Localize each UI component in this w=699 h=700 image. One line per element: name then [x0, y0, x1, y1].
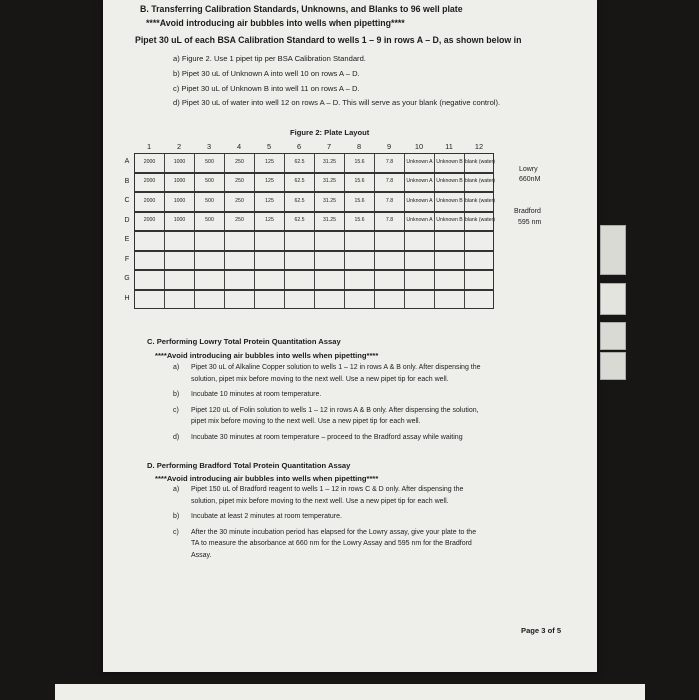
well-D1: 2000 — [135, 213, 165, 231]
page-thumbnail-2[interactable] — [600, 283, 626, 315]
section-d-step-1-marker: b) — [173, 513, 180, 520]
well-F5 — [255, 252, 285, 270]
column-label-6: 6 — [296, 142, 302, 151]
well-E7 — [315, 232, 345, 250]
plate-row-D — [134, 212, 494, 232]
row-label-H: H — [124, 294, 130, 302]
well-B5: 125 — [255, 174, 285, 192]
well-E10 — [405, 232, 435, 250]
lowry-wavelength: 660nM — [519, 176, 541, 183]
well-B8: 15.6 — [345, 174, 375, 192]
page-thumbnail-4[interactable] — [600, 352, 626, 380]
page-thumbnail-1[interactable] — [600, 225, 626, 275]
well-C9: 7.8 — [375, 193, 405, 211]
row-label-B: B — [124, 177, 130, 185]
well-B6: 62.5 — [285, 174, 315, 192]
plate-row-A — [134, 153, 494, 173]
well-E11 — [435, 232, 465, 250]
well-H12 — [465, 291, 495, 309]
well-G12 — [465, 271, 495, 289]
page-thumbnail-3[interactable] — [600, 322, 626, 350]
section-c-step-1-marker: b) — [173, 391, 180, 398]
well-H11 — [435, 291, 465, 309]
well-G11 — [435, 271, 465, 289]
well-G6 — [285, 271, 315, 289]
well-B10: Unknown A — [405, 174, 435, 192]
well-F2 — [165, 252, 195, 270]
well-E3 — [195, 232, 225, 250]
well-D4: 250 — [225, 213, 255, 231]
well-E9 — [375, 232, 405, 250]
well-H4 — [225, 291, 255, 309]
well-A10: Unknown A — [405, 154, 435, 172]
well-G7 — [315, 271, 345, 289]
well-E2 — [165, 232, 195, 250]
section-c-step-3-line-1: Incubate 30 minutes at room temperature – proceed to the Bradford assay while waiting — [191, 433, 463, 441]
column-label-11: 11 — [445, 142, 453, 151]
well-D9: 7.8 — [375, 213, 405, 231]
well-H9 — [375, 291, 405, 309]
section-c-step-2-marker: c) — [173, 406, 179, 414]
plate-row-B — [134, 173, 494, 193]
plate-row-G — [134, 270, 494, 290]
figure-title: Figure 2: Plate Layout — [290, 128, 370, 137]
well-D7: 31.25 — [315, 213, 345, 231]
well-H5 — [255, 291, 285, 309]
well-C6: 62.5 — [285, 193, 315, 211]
well-G5 — [255, 271, 285, 289]
well-E1 — [135, 232, 165, 250]
well-E12 — [465, 232, 495, 250]
section-b-step-d: d) Pipet 30 uL of water into well 12 on rows A – D. This will serve as your blank (negative control). — [173, 98, 501, 107]
column-label-1: 1 — [146, 142, 152, 151]
well-G10 — [405, 271, 435, 289]
plate-row-H — [134, 290, 494, 310]
section-c-step-0-line-2: solution, pipet mix before moving to the next well. Use a new pipet tip for each well. — [191, 375, 449, 383]
well-C2: 1000 — [165, 193, 195, 211]
section-b-step-a: a) Figure 2. Use 1 pipet tip per BSA Calibration Standard. — [173, 54, 366, 63]
well-H7 — [315, 291, 345, 309]
column-label-5: 5 — [266, 142, 272, 151]
well-G9 — [375, 271, 405, 289]
plate-row-E — [134, 231, 494, 251]
well-E4 — [225, 232, 255, 250]
section-c-step-2-line-1: Pipet 120 uL of Folin solution to wells 1 – 12 in rows A & B only. After dispensing the solution, — [191, 406, 479, 414]
column-label-2: 2 — [176, 142, 182, 151]
well-D3: 500 — [195, 213, 225, 231]
well-B9: 7.8 — [375, 174, 405, 192]
row-label-F: F — [124, 255, 130, 263]
well-A6: 62.5 — [285, 154, 315, 172]
section-d-step-2-marker: c) — [173, 528, 179, 536]
plate-row-F — [134, 251, 494, 271]
well-F1 — [135, 252, 165, 270]
column-label-8: 8 — [356, 142, 362, 151]
well-H1 — [135, 291, 165, 309]
section-d-step-0-marker: a) — [173, 486, 180, 493]
section-b-heading: B. Transferring Calibration Standards, Unknowns, and Blanks to 96 well plate — [140, 4, 463, 14]
well-A1: 2000 — [135, 154, 165, 172]
well-F6 — [285, 252, 315, 270]
well-A4: 250 — [225, 154, 255, 172]
well-D12: blank (water) — [465, 217, 495, 224]
bradford-label: Bradford — [514, 208, 541, 215]
section-c-warning: ****Avoid introducing air bubbles into wells when pipetting**** — [155, 351, 379, 360]
section-d-step-0-line-1: Pipet 150 uL of Bradford reagent to wells 1 – 12 in rows C & D only. After dispensing the — [191, 486, 464, 493]
plate-row-C — [134, 192, 494, 212]
section-b-warning: ****Avoid introducing air bubbles into wells when pipetting**** — [146, 18, 405, 28]
well-C10: Unknown A — [405, 193, 435, 211]
well-B12: blank (water) — [465, 178, 495, 185]
section-b-step-b: b) Pipet 30 uL of Unknown A into well 10 on rows A – D. — [173, 69, 360, 78]
section-d-step-2-line-1: After the 30 minute incubation period has elapsed for the Lowry assay, give your plate to the — [191, 528, 477, 536]
well-A11: Unknown B — [435, 154, 465, 172]
well-F10 — [405, 252, 435, 270]
well-D10: Unknown A — [405, 213, 435, 231]
row-label-C: C — [124, 197, 130, 204]
section-d-step-1-line-1: Incubate at least 2 minutes at room temperature. — [191, 513, 342, 520]
well-A9: 7.8 — [375, 154, 405, 172]
well-F11 — [435, 252, 465, 270]
well-E8 — [345, 232, 375, 250]
well-C8: 15.6 — [345, 193, 375, 211]
well-D8: 15.6 — [345, 213, 375, 231]
section-d-warning: ****Avoid introducing air bubbles into wells when pipetting**** — [155, 474, 379, 483]
next-page-edge — [55, 684, 645, 700]
bradford-wavelength: 595 nm — [518, 219, 542, 226]
well-E6 — [285, 232, 315, 250]
well-D5: 125 — [255, 213, 285, 231]
section-c-step-0-line-1: Pipet 30 uL of Alkaline Copper solution to wells 1 – 12 in rows A & B only. After dispensing the — [191, 364, 481, 371]
well-B2: 1000 — [165, 174, 195, 192]
well-C12: blank (water) — [465, 197, 495, 204]
well-A12: blank (water) — [465, 158, 495, 165]
well-D6: 62.5 — [285, 213, 315, 231]
section-c-step-1-line-1: Incubate 10 minutes at room temperature. — [191, 391, 322, 398]
row-label-D: D — [124, 216, 130, 224]
well-F12 — [465, 252, 495, 270]
well-F4 — [225, 252, 255, 270]
well-G2 — [165, 271, 195, 289]
section-d-step-0-line-2: solution, pipet mix before moving to the next well. Use a new pipet tip for each well. — [191, 497, 449, 505]
well-H3 — [195, 291, 225, 309]
well-F3 — [195, 252, 225, 270]
section-b-step-c: c) Pipet 30 uL of Unknown B into well 11 on rows A – D. — [173, 84, 360, 93]
well-B3: 500 — [195, 174, 225, 192]
well-F8 — [345, 252, 375, 270]
row-label-A: A — [124, 158, 130, 165]
well-C1: 2000 — [135, 193, 165, 211]
well-B11: Unknown B — [435, 174, 465, 192]
well-C3: 500 — [195, 193, 225, 211]
well-A8: 15.6 — [345, 154, 375, 172]
section-d-step-2-line-2: TA to measure the absorbance at 660 nm for the Lowry Assay and 595 nm for the Bradford — [191, 540, 472, 547]
column-label-4: 4 — [236, 142, 242, 151]
row-label-G: G — [124, 275, 130, 282]
well-C7: 31.25 — [315, 193, 345, 211]
well-A3: 500 — [195, 154, 225, 172]
well-A5: 125 — [255, 154, 285, 172]
section-c-step-2-line-2: pipet mix before moving to the next well. Use a new pipet tip for each well. — [191, 418, 421, 425]
section-c-step-3-marker: d) — [173, 433, 180, 441]
section-c-heading: C. Performing Lowry Total Protein Quantitation Assay — [147, 337, 341, 346]
well-C11: Unknown B — [435, 193, 465, 211]
column-label-9: 9 — [386, 142, 392, 151]
row-label-E: E — [124, 236, 130, 243]
well-D2: 1000 — [165, 213, 195, 231]
well-H2 — [165, 291, 195, 309]
column-label-12: 12 — [474, 142, 484, 151]
section-c-step-0-marker: a) — [173, 364, 180, 371]
well-C4: 250 — [225, 193, 255, 211]
column-label-7: 7 — [326, 142, 332, 151]
well-A7: 31.25 — [315, 154, 345, 172]
section-d-heading: D. Performing Bradford Total Protein Quantitation Assay — [147, 461, 351, 470]
well-B1: 2000 — [135, 174, 165, 192]
well-B7: 31.25 — [315, 174, 345, 192]
section-b-instruction: Pipet 30 uL of each BSA Calibration Standard to wells 1 – 9 in rows A – D, as shown below in — [135, 35, 522, 45]
column-label-3: 3 — [206, 142, 212, 151]
well-G8 — [345, 271, 375, 289]
well-A2: 1000 — [165, 154, 195, 172]
well-B4: 250 — [225, 174, 255, 192]
well-H8 — [345, 291, 375, 309]
column-label-10: 10 — [414, 142, 424, 151]
well-H6 — [285, 291, 315, 309]
well-G3 — [195, 271, 225, 289]
well-H10 — [405, 291, 435, 309]
well-E5 — [255, 232, 285, 250]
well-D11: Unknown B — [435, 213, 465, 231]
document-page — [103, 0, 597, 672]
well-G4 — [225, 271, 255, 289]
well-F9 — [375, 252, 405, 270]
lowry-label: Lowry — [519, 166, 538, 173]
well-G1 — [135, 271, 165, 289]
section-d-step-2-line-3: Assay. — [191, 551, 212, 559]
well-C5: 125 — [255, 193, 285, 211]
well-F7 — [315, 252, 345, 270]
page-number: Page 3 of 5 — [521, 626, 562, 635]
